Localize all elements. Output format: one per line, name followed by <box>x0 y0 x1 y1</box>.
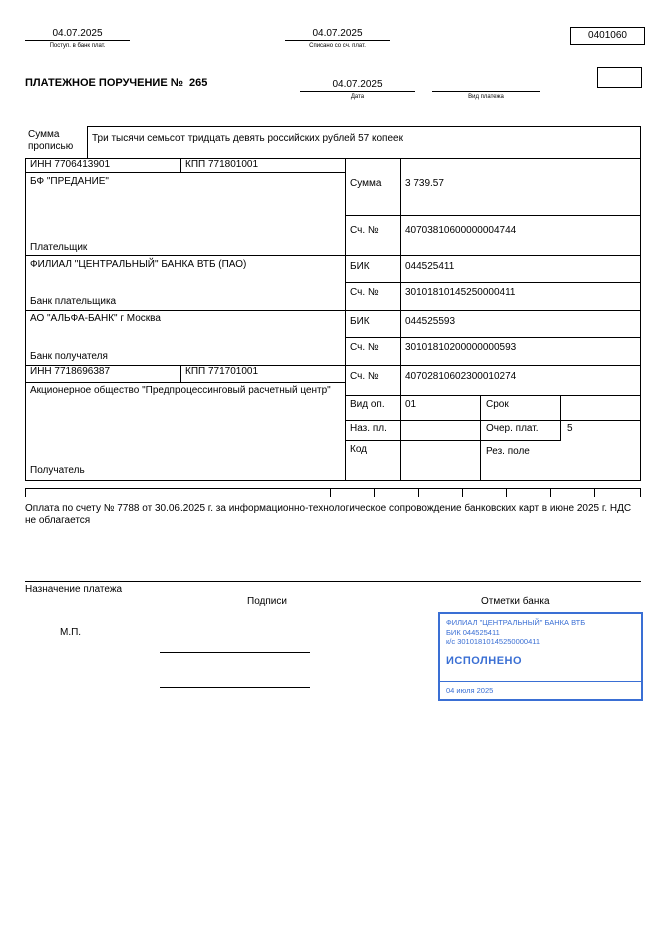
payer-kpp: КПП 771801001 <box>185 159 259 170</box>
code-strip-tick <box>462 488 463 497</box>
payer-account: 40703810600000004744 <box>405 225 517 236</box>
table-line <box>345 337 641 338</box>
payee-account-label: Сч. № <box>350 371 379 382</box>
table-line <box>25 158 641 159</box>
payee-inn: ИНН 7718696387 <box>30 366 111 377</box>
payment-purpose-text: Оплата по счету № 7788 от 30.06.2025 г. за информационно-технологическое сопровождение банковских карт в июне 2025 г. НДС не облагается <box>25 503 632 526</box>
table-line <box>180 365 181 382</box>
payee-bank-account: 30101810200000000593 <box>405 342 517 353</box>
table-line <box>345 158 346 480</box>
signature-line-2 <box>160 687 310 688</box>
table-line <box>25 480 641 481</box>
table-line <box>180 158 181 172</box>
code-strip-tick <box>330 488 331 497</box>
payee-bank-bik-label: БИК <box>350 316 370 327</box>
table-line <box>25 365 641 366</box>
table-line <box>25 158 26 480</box>
signatures-label: Подписи <box>247 596 287 607</box>
received-date: 04.07.2025 <box>52 28 103 39</box>
amount-in-words-label: Сумма прописью <box>28 129 74 152</box>
bank-execution-stamp <box>438 612 643 701</box>
received-date-caption: Поступ. в банк плат. <box>49 43 106 49</box>
table-line <box>25 172 345 173</box>
document-date-caption: Дата <box>350 94 365 100</box>
received-date-field <box>25 28 130 50</box>
payment-type-field <box>432 91 540 101</box>
payee-bank-bik: 044525593 <box>405 316 456 327</box>
term-label: Срок <box>486 399 509 410</box>
code-strip-tick <box>550 488 551 497</box>
table-line <box>345 395 641 396</box>
table-line <box>25 382 345 383</box>
table-line <box>560 395 561 440</box>
table-line <box>480 395 481 480</box>
payee-section-label: Получатель <box>30 465 85 476</box>
op-kind-value: 01 <box>405 399 417 410</box>
table-line <box>87 126 641 127</box>
payer-section-label: Плательщик <box>30 242 88 253</box>
stamp-divider <box>440 681 641 682</box>
payer-bank-bik-label: БИК <box>350 261 370 272</box>
code-strip-line <box>25 488 641 489</box>
table-line <box>345 420 641 421</box>
signature-line-1 <box>160 652 310 653</box>
reserve-field-label: Рез. поле <box>486 446 530 457</box>
payer-account-label: Сч. № <box>350 225 379 236</box>
debited-date: 04.07.2025 <box>312 28 363 39</box>
table-line <box>25 255 641 256</box>
payer-bank-section-label: Банк плательщика <box>30 296 117 307</box>
code-strip-tick <box>25 488 26 497</box>
stamp-date: 04 июля 2025 <box>446 685 494 695</box>
op-kind-label: Вид оп. <box>350 399 385 410</box>
code-strip-tick <box>594 488 595 497</box>
amount-in-words-value: Три тысячи семьсот тридцать девять российских рублей 57 копеек <box>92 133 403 144</box>
document-date: 04.07.2025 <box>332 79 383 90</box>
stamp-status: ИСПОЛНЕНО <box>446 654 523 667</box>
purpose-underline <box>25 581 641 582</box>
table-line <box>345 215 641 216</box>
payee-bank-section-label: Банк получателя <box>30 351 108 362</box>
priority-label: Очер. плат. <box>486 423 539 434</box>
debited-date-field <box>285 28 390 50</box>
debited-date-caption: Списано со сч. плат. <box>309 43 366 49</box>
table-line <box>25 310 641 311</box>
code-strip-tick <box>418 488 419 497</box>
payment-purpose-label: Назначение платежа <box>25 584 123 595</box>
document-title <box>25 76 207 90</box>
priority-value: 5 <box>567 423 573 434</box>
form-code-box: 0401060 <box>570 27 645 45</box>
payee-bank-account-label: Сч. № <box>350 342 379 353</box>
code-label: Код <box>350 444 368 455</box>
payer-bank-bik: 044525411 <box>405 261 455 272</box>
document-number: 265 <box>188 77 208 89</box>
stamp-bik: БИК 044525411 <box>446 627 500 637</box>
stamp-place-label: М.П. <box>60 627 82 638</box>
payee-name: Акционерное общество "Предпроцессинговый расчетный центр" <box>30 385 331 396</box>
payee-account: 40702810602300010274 <box>405 371 517 382</box>
amount-label: Сумма <box>350 178 382 189</box>
payer-bank-name: ФИЛИАЛ "ЦЕНТРАЛЬНЫЙ" БАНКА ВТБ (ПАО) <box>30 259 247 270</box>
amount-value: 3 739.57 <box>405 178 444 189</box>
payment-type-caption: Вид платежа <box>468 94 504 100</box>
payee-bank-name: АО "АЛЬФА-БАНК" г Москва <box>30 313 161 324</box>
payer-bank-account: 30101810145250000411 <box>405 287 516 298</box>
table-line <box>640 126 641 480</box>
document-date-field <box>300 79 415 101</box>
payer-inn: ИНН 7706413901 <box>30 159 111 170</box>
table-line <box>345 440 561 441</box>
code-strip-tick <box>640 488 641 497</box>
payer-bank-account-label: Сч. № <box>350 287 379 298</box>
code-strip-tick <box>374 488 375 497</box>
bank-marks-label: Отметки банка <box>481 596 550 607</box>
stamp-bank-name: ФИЛИАЛ "ЦЕНТРАЛЬНЫЙ" БАНКА ВТБ <box>446 618 586 627</box>
table-line <box>400 158 401 480</box>
payment-type-value-box <box>597 67 642 88</box>
payee-kpp: КПП 771701001 <box>185 366 259 377</box>
stamp-corr-account: к/с 30101810145250000411 <box>446 637 541 646</box>
table-line <box>87 126 88 158</box>
document-title-label: ПЛАТЕЖНОЕ ПОРУЧЕНИЕ № <box>25 77 183 89</box>
code-strip-tick <box>506 488 507 497</box>
table-line <box>345 282 641 283</box>
purpose-code-label: Наз. пл. <box>350 423 387 434</box>
payer-name: БФ "ПРЕДАНИЕ" <box>30 176 109 187</box>
